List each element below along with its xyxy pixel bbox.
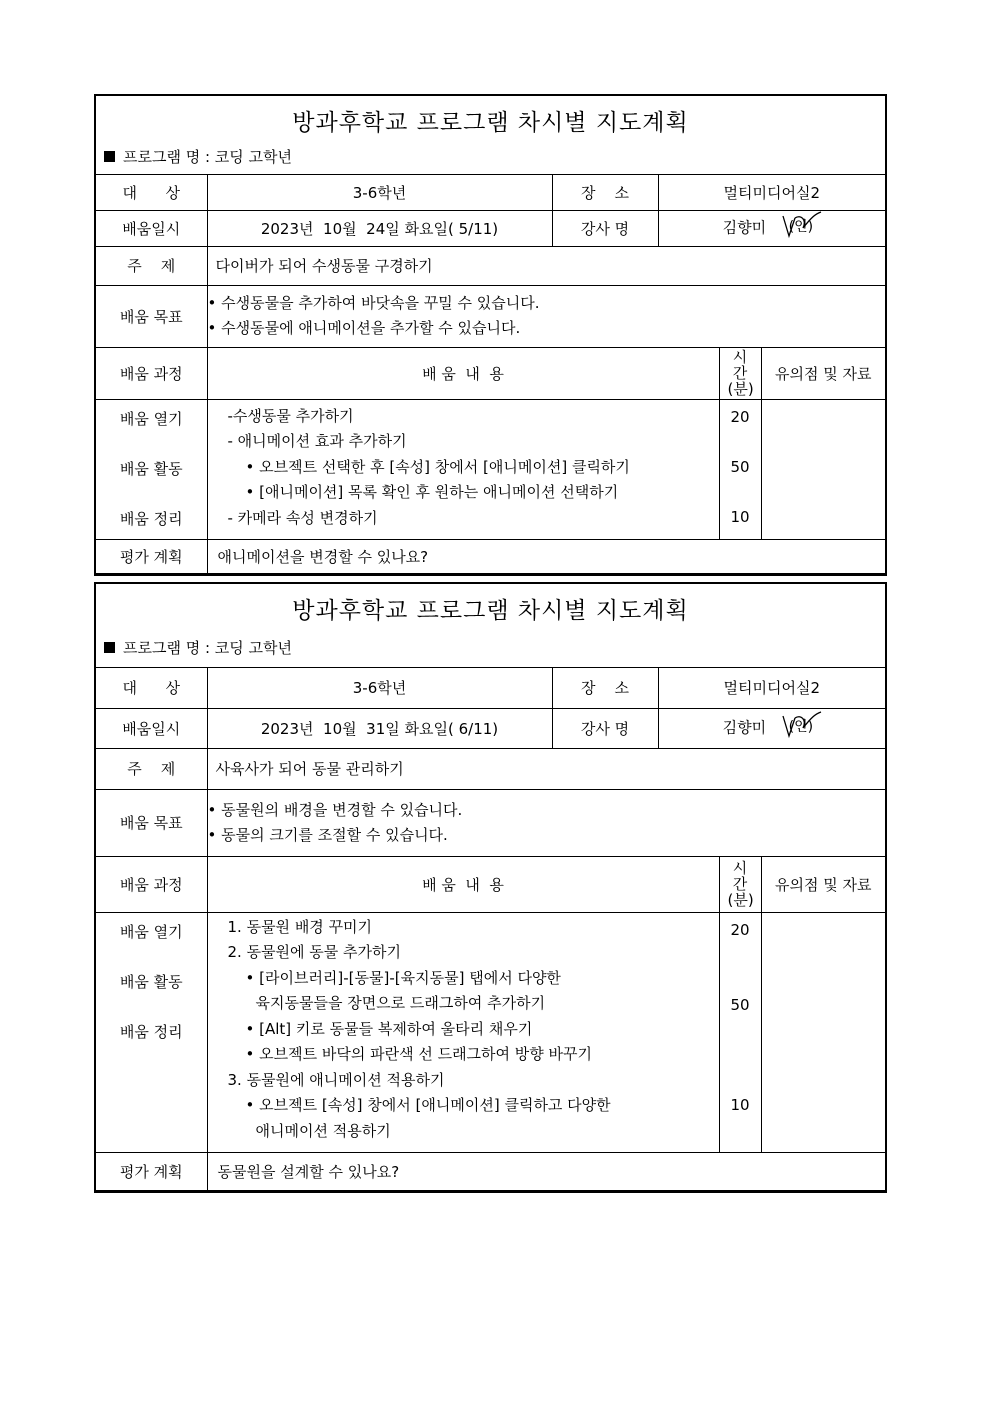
place-label: 장 소 [552, 175, 658, 210]
signature [781, 716, 821, 740]
teacher-cell [658, 210, 885, 246]
time-header [719, 856, 761, 912]
topic-value: 다이버가 되어 수생동물 구경하기 [207, 246, 885, 285]
place-value: 멀티미디어실2 [658, 668, 885, 708]
process-label: 배움 과정 [96, 347, 207, 399]
program-name [104, 146, 292, 167]
time-header [719, 347, 761, 399]
eval-label: 평가 계획 [96, 1152, 207, 1190]
times-cell [719, 399, 761, 539]
target-label: 대 상 [96, 668, 207, 708]
plan-table [96, 668, 885, 1191]
stage-activity: 배움 활동 [119, 459, 183, 478]
teacher-name: 김향미 [722, 218, 767, 237]
notes-label: 유의점 및 자료 [761, 856, 885, 912]
date-label: 배움일시 [96, 210, 207, 246]
topic-label: 주 제 [96, 748, 207, 789]
content-line: -수생동물 추가하기 [227, 406, 354, 425]
stages-cell [96, 399, 207, 539]
stages-cell [96, 912, 207, 1152]
content-line: • 오브젝트 선택한 후 [속성] 창에서 [애니메이션] 클릭하기 [245, 457, 630, 476]
teacher-cell [658, 708, 885, 748]
time-value: 10 [730, 1095, 750, 1114]
program-label: 프로그램 명 : 코딩 고학년 [123, 148, 293, 166]
content-line: • 오브젝트 바닥의 파란색 선 드래그하여 방향 바꾸기 [245, 1045, 593, 1063]
date-label: 배움일시 [96, 708, 207, 748]
stage-wrapup: 배움 정리 [119, 509, 183, 528]
content-line: • [라이브러리]-[동물]-[육지동물] 탭에서 다양한 [245, 968, 561, 987]
date-value: 2023년 10월 24일 화요일( 5/11) [207, 210, 552, 246]
place-value: 멀티미디어실2 [658, 175, 885, 210]
time-value: 20 [730, 920, 750, 939]
time-label: 시간 [732, 859, 748, 893]
seal-text: (인) [788, 219, 814, 235]
stage-activity: 배움 활동 [119, 972, 183, 991]
content-label: 배 움 내 용 [207, 347, 719, 399]
date-value: 2023년 10월 31일 화요일( 6/11) [207, 708, 552, 748]
content-line: - 애니메이션 효과 추가하기 [227, 432, 407, 450]
plan-title: 방과후학교 프로그램 차시별 지도계획 [292, 110, 689, 136]
lesson-plan-2 [94, 582, 887, 1193]
time-unit-label: (분) [727, 380, 754, 398]
process-label: 배움 과정 [96, 856, 207, 912]
content-label: 배 움 내 용 [207, 856, 719, 912]
stage-wrapup: 배움 정리 [119, 1022, 183, 1041]
content-line: 애니메이션 적용하기 [255, 1121, 391, 1140]
content-cell [207, 399, 719, 539]
time-unit-label: (분) [727, 891, 754, 909]
content-line: 육지동물들을 장면으로 드래그하여 추가하기 [255, 994, 546, 1012]
program-label: 프로그램 명 : 코딩 고학년 [123, 639, 293, 657]
program-name [104, 637, 292, 658]
goals-cell [207, 789, 885, 856]
plan-table [96, 175, 885, 574]
times-cell [719, 912, 761, 1152]
lesson-plan-1 [94, 94, 887, 576]
content-cell [207, 912, 719, 1152]
goal-item: • 수생동물에 애니메이션을 추가할 수 있습니다. [207, 319, 521, 337]
goal-label: 배움 목표 [96, 789, 207, 856]
target-label: 대 상 [96, 175, 207, 210]
eval-label: 평가 계획 [96, 539, 207, 573]
stage-open: 배움 열기 [119, 922, 183, 941]
teacher-label: 강사 명 [552, 210, 658, 246]
content-line: • 오브젝트 [속성] 창에서 [애니메이션] 클릭하고 다양한 [245, 1096, 611, 1114]
plan-header [96, 584, 885, 668]
target-value: 3-6학년 [207, 175, 552, 210]
place-label: 장 소 [552, 668, 658, 708]
topic-value: 사육사가 되어 동물 관리하기 [207, 748, 885, 789]
seal-text: (인) [788, 719, 814, 735]
goal-item: • 동물의 크기를 조절할 수 있습니다. [207, 825, 448, 844]
plan-header [96, 96, 885, 175]
stage-open: 배움 열기 [119, 409, 183, 428]
content-line: 1. 동물원 배경 꾸미기 [227, 917, 373, 936]
eval-value: 애니메이션을 변경할 수 있나요? [207, 539, 885, 573]
content-line: • [애니메이션] 목록 확인 후 원하는 애니메이션 선택하기 [245, 483, 619, 501]
notes-cell [761, 912, 885, 1152]
goals-cell [207, 285, 885, 347]
notes-cell [761, 399, 885, 539]
square-bullet-icon [104, 642, 115, 653]
time-value: 10 [730, 507, 750, 526]
target-value: 3-6학년 [207, 668, 552, 708]
content-line: 3. 동물원에 애니메이션 적용하기 [227, 1070, 445, 1089]
goal-label: 배움 목표 [96, 285, 207, 347]
goal-item: • 수생동물을 추가하여 바닷속을 꾸밀 수 있습니다. [207, 294, 540, 312]
time-value: 20 [730, 407, 750, 426]
time-value: 50 [730, 995, 750, 1014]
content-line: • [Alt] 키로 동물들 복제하여 울타리 채우기 [245, 1019, 533, 1038]
teacher-label: 강사 명 [552, 708, 658, 748]
plan-title: 방과후학교 프로그램 차시별 지도계획 [292, 598, 689, 624]
goal-item: • 동물원의 배경을 변경할 수 있습니다. [207, 800, 463, 819]
square-bullet-icon [104, 151, 115, 162]
teacher-name: 김향미 [722, 718, 767, 737]
signature [781, 216, 821, 240]
eval-value: 동물원을 설계할 수 있나요? [207, 1152, 885, 1190]
time-value: 50 [730, 457, 750, 476]
time-label: 시간 [732, 348, 748, 382]
notes-label: 유의점 및 자료 [761, 347, 885, 399]
topic-label: 주 제 [96, 246, 207, 285]
content-line: - 카메라 속성 변경하기 [227, 508, 378, 527]
content-line: 2. 동물원에 동물 추가하기 [227, 943, 402, 961]
